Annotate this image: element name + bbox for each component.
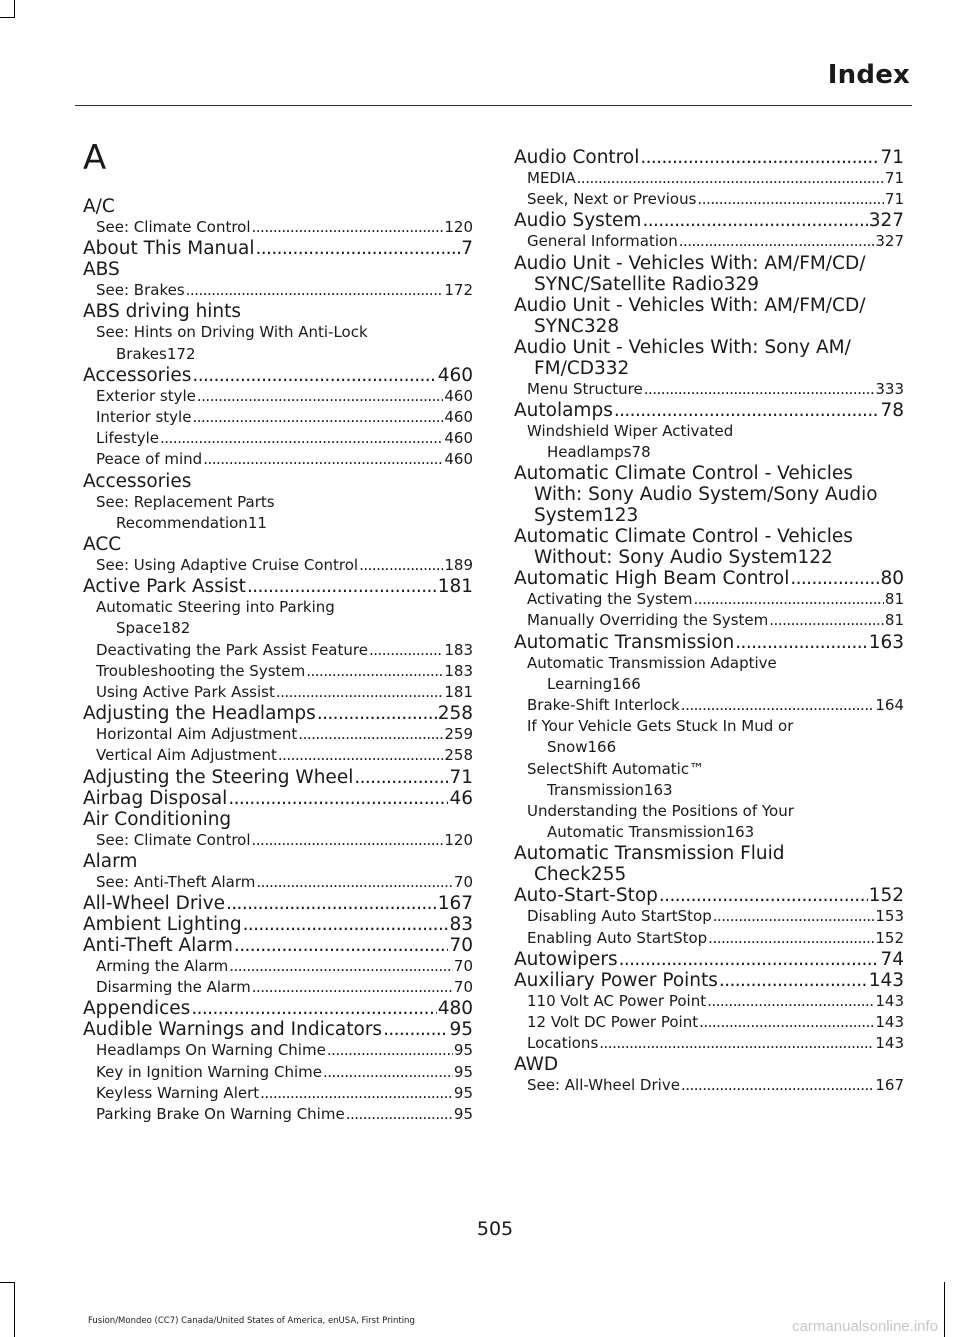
index-entry [83,386,473,407]
dot-leader [699,1012,874,1033]
entry-text: Audio System [514,210,642,232]
entry-page: 183 [444,640,473,659]
entry-text: Understanding the Positions of Your [527,802,794,821]
index-entry [514,526,904,568]
watermark: carmanualsonline.info [792,1318,938,1335]
index-entry [83,788,473,809]
entry-page: 152 [868,885,904,907]
entry-text: See: Brakes [96,281,185,300]
entry-text-cont: System [534,505,603,527]
index-entry [83,280,473,301]
dot-leader [323,1062,453,1083]
entry-text: Automatic Climate Control - Vehicles [514,463,853,485]
entry-page: 460 [444,408,473,427]
entry-text: Automatic Transmission [514,631,735,653]
entry-text: Automatic Climate Control - Vehicles [514,526,853,548]
dot-leader [327,1040,453,1061]
entry-text: See: Climate Control [96,830,251,849]
entry-page: 71 [880,147,904,168]
index-heading: ABS [83,259,120,281]
entry-text: Ambient Lighting [83,914,242,936]
index-entry [83,322,473,364]
entry-text: Adjusting the Headlamps [83,703,316,725]
index-entry [514,970,904,991]
entry-text: Interior style [96,408,192,427]
entry-text: If Your Vehicle Gets Stuck In Mud or [527,717,794,736]
entry-text: SelectShift Automatic™ [527,759,705,778]
dot-leader [619,949,880,970]
index-entry [514,759,904,801]
dot-leader [577,168,884,189]
entry-line [514,864,904,885]
entry-text: General Information [527,232,678,251]
entry-page: 81 [884,611,904,630]
entry-page: 255 [590,864,627,886]
index-entry [514,589,904,610]
index-entry [83,956,473,977]
entry-page: 70 [453,957,473,976]
dot-leader [243,914,449,935]
entry-text: Anti-Theft Alarm [83,935,233,957]
index-column-left [83,138,473,1125]
entry-page: 167 [875,1076,904,1095]
index-entry [514,189,904,210]
entry-text: Audio Unit - Vehicles With: AM/FM/CD/ [514,252,866,274]
entry-page: 11 [247,513,267,532]
entry-page: 183 [444,661,473,680]
entry-text: Audio Unit - Vehicles With: Sony AM/ [514,336,851,358]
entry-text: Airbag Disposal [83,787,228,809]
index-entry [514,1033,904,1054]
dot-leader [252,217,444,238]
entry-page: 480 [437,998,473,1020]
dot-leader [697,189,883,210]
index-entry [83,640,473,661]
entry-page: 182 [161,619,191,638]
dot-leader [203,449,443,470]
entry-line [527,780,904,801]
index-entry [514,949,904,970]
entry-page: 181 [444,683,473,702]
index-entry [83,238,473,259]
index-heading: ABS driving hints [83,301,242,323]
entry-text: Automatic Steering into Parking [96,598,335,617]
dot-leader [640,147,879,168]
entry-page: 143 [868,969,904,991]
index-entry [83,407,473,428]
index-entry [514,1075,904,1096]
index-entry [514,801,904,843]
entry-line [514,505,904,526]
entry-text: Locations [527,1034,599,1053]
entry-text-cont: SYNC [534,315,584,337]
dot-leader [278,745,444,766]
entry-line [527,822,904,843]
entry-text: Arming the Alarm [96,957,229,976]
entry-text: Vertical Aim Adjustment [96,746,277,765]
dot-leader [707,991,874,1012]
entry-page: 78 [880,399,904,421]
dot-leader [790,568,879,589]
entry-text-cont: FM/CD [534,357,594,379]
index-entry [83,449,473,470]
index-entry [514,147,904,168]
index-column-right [514,138,904,1097]
index-entry [83,1062,473,1083]
entry-text-cont: Check [534,864,591,886]
entry-page: 163 [868,631,904,653]
entry-page: 166 [587,738,617,757]
index-heading: Accessories [83,470,192,492]
entry-text-cont: Snow [547,738,588,757]
index-entry [83,682,473,703]
index-entry [514,653,904,695]
entry-text: Disabling Auto StartStop [527,907,712,926]
index-heading: A/C [83,196,115,217]
dot-leader [735,632,867,653]
index-entry [514,337,904,379]
entry-page: 70 [449,935,473,957]
dot-leader [247,576,437,597]
entry-page: 172 [444,281,473,300]
index-entry [514,906,904,927]
dot-leader [679,231,875,252]
index-heading: Alarm [83,850,138,872]
entry-text: Lifestyle [96,429,160,448]
entry-page: 95 [453,1062,473,1081]
entry-text: Key in Ignition Warning Chime [96,1062,322,1081]
entry-page: 328 [583,315,620,337]
index-entry [83,893,473,914]
entry-text: Troubleshooting the System [96,661,306,680]
dot-leader [306,661,443,682]
dot-leader [197,386,443,407]
index-entry [514,695,904,716]
index-entry [514,210,904,231]
entry-text: See: Anti-Theft Alarm [96,872,256,891]
entry-text: Automatic High Beam Control [514,568,790,590]
index-entry [514,885,904,906]
entry-page: 163 [643,780,673,799]
entry-text: Peace of mind [96,450,203,469]
index-entry [514,168,904,189]
entry-text: Auto-Start-Stop [514,885,658,907]
entry-text-cont: Learning [547,674,613,693]
dot-leader [192,407,443,428]
entry-text: Enabling Auto StartStop [527,928,708,947]
entry-text: Auxiliary Power Points [514,969,718,991]
entry-text: Audio Control [514,147,640,168]
index-entry [83,914,473,935]
entry-text-cont: With: Sony Audio System/Sony Audio [534,484,878,506]
index-entry [83,872,473,893]
entry-text: See: Replacement Parts [96,492,275,511]
entry-text: 12 Volt DC Power Point [527,1013,699,1032]
dot-leader [192,365,436,386]
entry-text-cont: Recommendation [116,513,248,532]
entry-page: 7 [461,238,473,260]
index-entry [514,295,904,337]
dot-leader [260,1083,453,1104]
entry-text: Automatic Transmission Fluid [514,843,785,865]
index-entry [514,568,904,589]
entry-line [514,358,904,379]
entry-page: 120 [444,830,473,849]
entry-page: 74 [880,948,904,970]
entry-page: 46 [449,787,473,809]
index-entry [514,610,904,631]
entry-page: 163 [725,823,755,842]
entry-text: Autowipers [514,948,618,970]
index-entry [514,1012,904,1033]
entry-text: Brake-Shift Interlock [527,696,680,715]
index-entry [83,977,473,998]
entry-line [96,344,473,365]
index-entry [514,400,904,421]
index-entry [514,231,904,252]
entry-page: 259 [444,725,473,744]
dot-leader [229,956,453,977]
index-entry [514,843,904,885]
entry-page: 327 [875,232,904,251]
entry-page: 143 [875,991,904,1010]
entry-page: 70 [453,872,473,891]
entry-text-cont: Without: Sony Audio System [534,547,798,569]
index-entry [83,703,473,724]
entry-page: 120 [444,218,473,236]
index-entry [83,1104,473,1125]
entry-page: 181 [437,576,473,598]
entry-text: Activating the System [527,590,693,609]
entry-page: 152 [875,928,904,947]
index-entry [83,935,473,956]
dot-leader [317,703,437,724]
entry-line [514,274,904,295]
entry-text: Seek, Next or Previous [527,190,697,209]
entry-text: Autolamps [514,399,613,421]
entry-text: Keyless Warning Alert [96,1083,260,1102]
entry-page: 258 [437,703,473,725]
entry-page: 460 [444,386,473,405]
entry-text: All-Wheel Drive [83,893,225,915]
entry-page: 332 [594,357,630,379]
entry-text-cont: Automatic Transmission [547,823,726,842]
entry-text: Active Park Assist [83,576,246,598]
index-entry [83,998,473,1019]
dot-leader [599,1033,874,1054]
entry-line [514,547,904,568]
dot-leader [252,830,444,851]
index-entry [514,928,904,949]
index-entry [83,217,473,238]
dot-leader [234,935,449,956]
dot-leader [681,1075,874,1096]
entry-page: 166 [612,674,641,693]
dot-leader [694,589,884,610]
dot-leader [659,885,868,906]
index-entry [83,576,473,597]
entry-page: 333 [875,379,904,398]
entry-page: 123 [603,505,639,527]
index-entry [83,745,473,766]
index-entry [514,632,904,653]
entry-text-cont: Brakes [116,344,167,363]
index-entry [514,421,904,463]
entry-text: Horizontal Aim Adjustment [96,725,298,744]
entry-text: Headlamps On Warning Chime [96,1041,326,1060]
entry-page: 327 [868,210,904,232]
entry-text: Adjusting the Steering Wheel [83,766,354,788]
entry-text-cont: SYNC/Satellite Radio [534,273,724,295]
entry-page: 122 [797,547,833,569]
entry-page: 258 [444,746,473,765]
entry-page: 329 [723,273,759,295]
page-number: 505 [476,1218,514,1240]
index-entry [514,379,904,400]
index-heading: Air Conditioning [83,808,232,830]
entry-page: 83 [449,914,473,936]
entry-line [96,618,473,639]
entry-page: 189 [444,556,473,575]
index-entry [83,830,473,851]
entry-page: 81 [884,590,904,609]
page-title: Index [827,60,910,90]
entry-text-cont: Transmission [547,780,644,799]
dot-leader [614,400,880,421]
entry-page: 70 [453,978,473,997]
section-letter: A [83,138,107,178]
dot-leader [186,280,444,301]
dot-leader [354,767,448,788]
entry-page: 95 [453,1083,473,1102]
index-entry [514,991,904,1012]
dot-leader [383,1019,448,1040]
entry-page: 143 [875,1034,904,1053]
index-entry [83,1083,473,1104]
entry-text: See: Hints on Driving With Anti-Lock [96,323,368,342]
entry-line [527,737,904,758]
entry-text-cont: Space [116,619,162,638]
entry-text: MEDIA [527,169,576,187]
index-entry [83,767,473,788]
dot-leader [226,893,437,914]
entry-page: 460 [444,450,473,469]
index-entry [514,253,904,295]
entry-page: 71 [884,190,904,209]
entry-line [527,674,904,695]
entry-page: 460 [444,429,473,448]
entry-page: 95 [453,1041,473,1060]
entry-text: About This Manual [83,238,255,260]
index-heading: AWD [514,1054,559,1076]
header-rule [75,105,912,106]
entry-text: Appendices [83,998,191,1020]
entry-page: 95 [449,1019,473,1041]
index-entry [83,492,473,534]
entry-text: Automatic Transmission Adaptive [527,653,777,672]
index-entry [83,724,473,745]
index-entry [514,463,904,526]
entry-page: 80 [880,568,904,590]
entry-page: 78 [631,443,651,462]
entry-page: 460 [437,364,473,386]
entry-text: Manually Overriding the System [527,611,769,630]
entry-text: See: Climate Control [96,218,251,236]
entry-text: Accessories [83,364,192,386]
index-heading: ACC [83,534,122,556]
dot-leader [642,210,867,231]
dot-leader [719,970,868,991]
dot-leader [359,555,443,576]
entry-page: 71 [884,169,904,187]
index-entry [514,716,904,758]
entry-text: See: All-Wheel Drive [527,1076,680,1095]
entry-line [96,513,473,534]
dot-leader [369,640,443,661]
entry-page: 167 [437,893,473,915]
entry-page: 95 [453,1105,473,1124]
dot-leader [252,977,453,998]
entry-text: Windshield Wiper Activated [527,421,734,440]
index-entry [83,428,473,449]
entry-text: Exterior style [96,386,196,405]
entry-line [514,316,904,337]
index-entry [83,1040,473,1061]
footer-text: Fusion/Mondeo (CC7) Canada/United States of America, enUSA, First Printing [88,1316,415,1326]
entry-line [527,442,904,463]
entry-text-cont: Headlamps [547,443,632,462]
index-entry [83,661,473,682]
index-entry [83,597,473,639]
entry-text: Audio Unit - Vehicles With: AM/FM/CD/ [514,294,866,316]
entry-page: 172 [166,344,196,363]
dot-leader [228,788,448,809]
dot-leader [256,872,453,893]
entry-text: Menu Structure [527,379,643,398]
dot-leader [681,695,875,716]
entry-page: 71 [449,766,473,788]
index-entry [83,365,473,386]
dot-leader [191,998,436,1019]
entry-text: Using Active Park Assist [96,683,275,702]
index-entry [83,555,473,576]
dot-leader [713,906,875,927]
entry-page: 153 [875,907,904,926]
index-entry [83,1019,473,1040]
entry-text: Deactivating the Park Assist Feature [96,640,368,659]
entry-text: Disarming the Alarm [96,978,251,997]
entry-text: See: Using Adaptive Cruise Control [96,556,359,575]
dot-leader [160,428,443,449]
dot-leader [276,682,443,703]
dot-leader [256,238,461,259]
dot-leader [346,1104,453,1125]
entry-text: Audible Warnings and Indicators [83,1019,383,1041]
entry-text: Parking Brake On Warning Chime [96,1105,345,1124]
dot-leader [298,724,443,745]
entry-page: 143 [875,1013,904,1032]
entry-page: 164 [875,696,904,715]
entry-text: 110 Volt AC Power Point [527,991,707,1010]
dot-leader [644,379,875,400]
dot-leader [708,928,874,949]
dot-leader [769,610,884,631]
